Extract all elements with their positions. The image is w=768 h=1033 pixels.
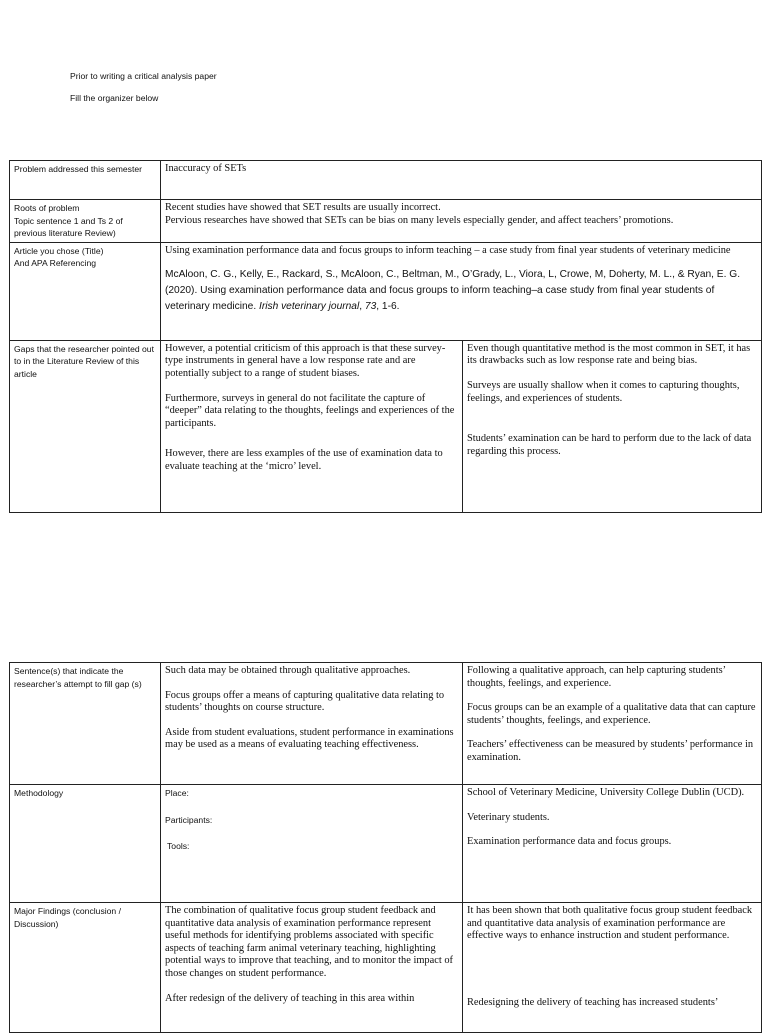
sentences-right-2: Focus groups can be an example of a qualitative data that can capture students’ thoughts, feelings, and experience. <box>467 702 756 726</box>
participants-label: Participants: <box>165 814 213 825</box>
sentences-left-3: Aside from student evaluations, student performance in examinations may be used as a means of evaluating teaching effectiveness. <box>165 726 454 751</box>
sentences-left-2: Focus groups offer a means of capturing qualitative data relating to students’ thoughts on course structure. <box>165 689 445 714</box>
methodology-right <box>463 785 762 903</box>
sentences-left <box>161 663 463 785</box>
ref-volume: 73 <box>364 300 377 312</box>
ref-sep: , <box>359 300 365 312</box>
methodology-left <box>161 785 463 903</box>
row-methodology <box>10 785 762 903</box>
findings-left <box>161 903 463 1033</box>
row-gaps <box>10 340 762 512</box>
roots-value <box>161 200 762 243</box>
sentences-right-3: Teachers’ effectiveness can be measured by students’ performance in examination. <box>467 739 754 763</box>
article-label-line-1: Article you chose (Title) <box>14 245 104 256</box>
place-label: Place: <box>165 788 189 798</box>
findings-left-1: The combination of qualitative focus group student feedback and quantitative data analysis of examination performance represent useful methods for identifying problems associated with specific aspects of teaching farm animal veterinary teaching, highlighting potential ways to improve that teaching, and to monitor the impact of those changes on student performance. <box>165 905 453 979</box>
roots-label-line-1: Roots of problem <box>14 203 80 213</box>
findings-right-2: Redesigning the delivery of teaching has increased students’ <box>467 996 719 1008</box>
row-article <box>10 242 762 340</box>
roots-label <box>10 200 161 243</box>
place-value: School of Veterinary Medicine, University College Dublin (UCD). <box>467 787 745 798</box>
sentences-right-1: Following a qualitative approach, can help capturing students’ thoughts, feelings, and experience. <box>467 665 726 689</box>
article-title: Using examination performance data and focus groups to inform teaching – a case study from final year students of veterinary medicine <box>165 244 731 256</box>
gaps-right-1: Even though quantitative method is the most common in SET, it has its drawbacks such as low response rate and being bias. <box>467 342 751 367</box>
findings-label: Major Findings (conclusion / Discussion) <box>10 903 161 1033</box>
organizer-table-2 <box>9 662 762 1033</box>
organizer-table-1 <box>9 160 762 513</box>
gaps-label: Gaps that the researcher pointed out to in the Literature Review of this article <box>10 340 161 512</box>
article-value <box>161 242 762 340</box>
findings-left-2: After redesign of the delivery of teaching in this area within <box>165 992 415 1004</box>
article-label <box>10 242 161 340</box>
gaps-left <box>161 340 463 512</box>
apa-reference <box>165 267 757 314</box>
ref-pages: , 1-6. <box>376 300 400 312</box>
roots-line-2: Pervious researches have showed that SETs can be bias on many levels especially gender, and affect teachers’ promotions. <box>165 214 674 226</box>
problem-label: Problem addressed this semester <box>10 161 161 200</box>
sentences-label: Sentence(s) that indicate the researcher’s attempt to fill gap (s) <box>10 663 161 785</box>
gaps-left-1: However, a potential criticism of this approach is that these survey- type instruments in general have a low response rate and are potentially subject to a range of student biases. <box>165 342 446 379</box>
gaps-left-2: Furthermore, surveys in general do not facilitate the capture of “deeper” data relating to the thoughts, feelings and experiences of the participants. <box>165 392 455 429</box>
gaps-left-3: However, there are less examples of the use of examination data to evaluate teaching at the ‘micro’ level. <box>165 448 443 472</box>
row-roots <box>10 200 762 243</box>
gaps-right-2: Surveys are usually shallow when it comes to capturing thoughts, feelings, and experiences of students. <box>467 379 740 404</box>
row-problem <box>10 161 762 200</box>
roots-line-1: Recent studies have showed that SET results are usually incorrect. <box>165 202 441 213</box>
article-label-line-2: And APA Referencing <box>14 258 97 269</box>
tools-value: Examination performance data and focus groups. <box>467 836 672 848</box>
findings-right <box>463 903 762 1033</box>
row-sentences <box>10 663 762 785</box>
row-findings <box>10 903 762 1033</box>
gaps-right <box>463 340 762 512</box>
findings-right-1: It has been shown that both qualitative focus group student feedback and quantitative data analysis of examination performance are effective ways to enhance instruction and student performance. <box>467 905 753 942</box>
sentences-right <box>463 663 762 785</box>
intro-line-2: Fill the organizer below <box>70 93 159 103</box>
ref-authors: McAloon, C. G., Kelly, E., Rackard, S., McAloon, C., Beltman, M., O’Grady, L., Viora, L, Crowe, M, Doherty, M. L., & Ryan, E. G. (2020). Using examination performance data and focus groups to inform teaching–a case study from final year students of veterinary medicine. <box>165 269 741 312</box>
participants-value: Veterinary students. <box>467 811 550 823</box>
ref-journal: Irish veterinary journal <box>259 300 360 312</box>
methodology-label: Methodology <box>10 785 161 903</box>
gaps-right-3: Students’ examination can be hard to perform due to the lack of data regarding this process. <box>467 433 752 457</box>
problem-value: Inaccuracy of SETs <box>161 161 762 200</box>
tools-label: Tools: <box>167 841 190 852</box>
intro-line-1: Prior to writing a critical analysis paper <box>70 71 217 81</box>
sentences-left-1: Such data may be obtained through qualitative approaches. <box>165 665 411 676</box>
roots-label-line-2: Topic sentence 1 and Ts 2 of previous literature Review) <box>14 215 123 239</box>
